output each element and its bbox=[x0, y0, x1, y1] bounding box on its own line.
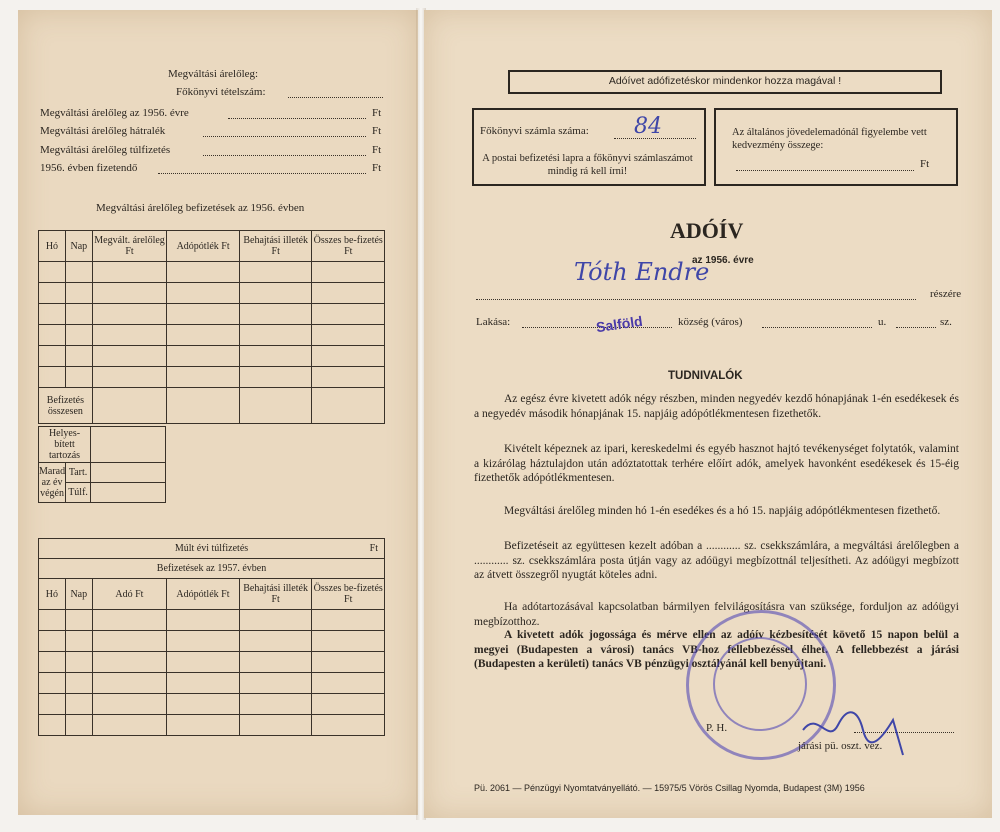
remain-tart: Tart. bbox=[66, 463, 91, 483]
taxpayer-name: Tóth Endre bbox=[574, 258, 710, 286]
left-page bbox=[18, 10, 418, 815]
ledger-box bbox=[472, 108, 706, 186]
ledger-box-note: A postai befizetési lapra a főkönyvi számlaszámot mindig rá kell írni! bbox=[482, 153, 693, 177]
line-label: Megváltási árelőleg az 1956. évre bbox=[40, 107, 189, 119]
line-unit: Ft bbox=[372, 107, 382, 119]
document-title: ADÓÍV bbox=[670, 218, 744, 243]
info-paragraph-appeal: A kivetett adók jogossága és mérve ellen az adóív kézbesítését követő 15 napon belül a megyei (Budapesten a városi) tanács VB-hoz fellebbezéssel élhet. A fellebbezést a járási (Budapesten a kerületi) tanács VB pénzügyi osztályánál kell benyújtani. bbox=[474, 629, 959, 670]
row-label-remain: Marad az év végén bbox=[39, 463, 66, 503]
discount-box bbox=[714, 108, 958, 186]
info-paragraph: Megváltási árelőleg minden hó 1-én esedékes és a hó 15. napjáig adópótlékmentesen fizethető. bbox=[504, 505, 941, 517]
address-town: község (város) bbox=[678, 316, 743, 328]
block-title: Megváltási árelőleg: bbox=[168, 68, 259, 80]
print-footer: Pü. 2061 — Pénzügyi Nyomtatványellátó. — 15975/5 Vörös Csillag Nyomda, Budapest (3M) 1956 bbox=[474, 783, 865, 793]
discount-box-text: Az általános jövedelemadónál figyelembe vett kedvezmény összege: bbox=[732, 127, 927, 151]
official-stamp-inner bbox=[713, 637, 807, 731]
address-label: Lakása: bbox=[476, 316, 511, 328]
payments-table-1956-lower bbox=[38, 426, 166, 503]
payments-table-1957 bbox=[38, 538, 385, 736]
line-unit: Ft bbox=[372, 125, 382, 137]
line-unit: Ft bbox=[372, 144, 382, 156]
table2-title: Befizetések az 1957. évben bbox=[39, 559, 385, 579]
line-unit: Ft bbox=[372, 162, 382, 174]
ph-mark: P. H. bbox=[706, 722, 728, 734]
col-header: Hó bbox=[39, 231, 66, 262]
line-label: Megváltási árelőleg hátralék bbox=[40, 125, 166, 137]
info-paragraph: Ha adótartozásával kapcsolatban bármilyen felvilágosításra van szüksége, forduljon az adóügyi megbízotthoz. bbox=[474, 601, 959, 628]
info-title: TUDNIVALÓK bbox=[668, 370, 743, 382]
line-label: Megváltási árelőleg túlfizetés bbox=[40, 144, 171, 156]
col-header: Hó bbox=[39, 579, 66, 610]
top-banner bbox=[508, 70, 942, 94]
col-header: Behajtási illeték Ft bbox=[239, 231, 312, 262]
right-page bbox=[424, 10, 992, 818]
line-dots bbox=[228, 118, 366, 119]
line-dots bbox=[158, 173, 366, 174]
col-header: Nap bbox=[65, 579, 92, 610]
table1-title: Megváltási árelőleg befizetések az 1956. évben bbox=[96, 202, 305, 214]
ledger-box-label: Főkönyvi számla száma: bbox=[480, 125, 589, 137]
address-u: u. bbox=[878, 316, 887, 328]
col-header: Nap bbox=[65, 231, 92, 262]
line-dots bbox=[203, 136, 366, 137]
address-stamp: Salföld bbox=[595, 312, 644, 336]
col-header: Összes be-fizetés Ft bbox=[312, 231, 385, 262]
info-paragraph: Befizetéseit az együttesen kezelt adóban a ............ sz. csekkszámlára, a megváltási árelőlegben a ............ sz. csekkszámlára posta útján vagy az adóügyi megbízottnál teljesítheti. Az adóügyi megbízott az átvett összegről nyugtát köteles adni. bbox=[474, 540, 959, 581]
ledger-box-dots bbox=[614, 138, 696, 139]
row-label-corrected: Helyes-bített tartozás bbox=[39, 427, 91, 463]
remain-tulf: Túlf. bbox=[66, 483, 91, 503]
col-header: Megvált. árelőleg Ft bbox=[92, 231, 167, 262]
year-line: az 1956. évre bbox=[692, 255, 754, 266]
col-header: Adópótlék Ft bbox=[167, 231, 240, 262]
name-suffix: részére bbox=[930, 288, 962, 300]
top-banner-text: Adóívet adófizetéskor mindenkor hozza magával ! bbox=[608, 75, 842, 87]
name-dots bbox=[476, 299, 916, 300]
discount-unit: Ft bbox=[920, 158, 930, 170]
col-header: Összes be-fizetés Ft bbox=[312, 579, 385, 610]
payments-table-1956 bbox=[38, 230, 385, 424]
street-dots bbox=[762, 327, 872, 328]
ledger-box-value: 84 bbox=[634, 114, 662, 139]
prev-overpay-unit: Ft bbox=[369, 543, 378, 554]
address-sz: sz. bbox=[940, 316, 952, 328]
prev-overpay-label: Múlt évi túlfizetés bbox=[174, 543, 249, 554]
number-dots bbox=[896, 327, 936, 328]
col-header: Adó Ft bbox=[92, 579, 166, 610]
line-dots bbox=[203, 155, 366, 156]
line-label: 1956. évben fizetendő bbox=[40, 162, 138, 174]
signature-caption: járási pü. oszt. vez. bbox=[798, 740, 883, 752]
discount-dots bbox=[736, 170, 914, 171]
col-header: Behajtási illeték Ft bbox=[239, 579, 312, 610]
col-header: Adópótlék Ft bbox=[167, 579, 240, 610]
ledger-dots bbox=[288, 97, 383, 98]
ledger-label: Főkönyvi tételszám: bbox=[176, 86, 266, 98]
info-paragraph: Kivételt képeznek az ipari, kereskedelmi és egyéb hasznot hajtó tevékenységet folytatók, valamint a kizárólag háztulajdon után adóztatottak terhére előírt adók, amelyek havonként esedékesek és 15-éig fizethetők adópótlékmentesen. bbox=[474, 443, 959, 484]
row-label-paid: Befizetés összesen bbox=[39, 388, 93, 424]
info-paragraph: Az egész évre kivetett adók négy részben, minden negyedév kezdő hónapjának 1-én esedékesek és a negyedév második hónapjának 15. napjáig adópótlékmentesen fizethetők. bbox=[474, 393, 959, 420]
